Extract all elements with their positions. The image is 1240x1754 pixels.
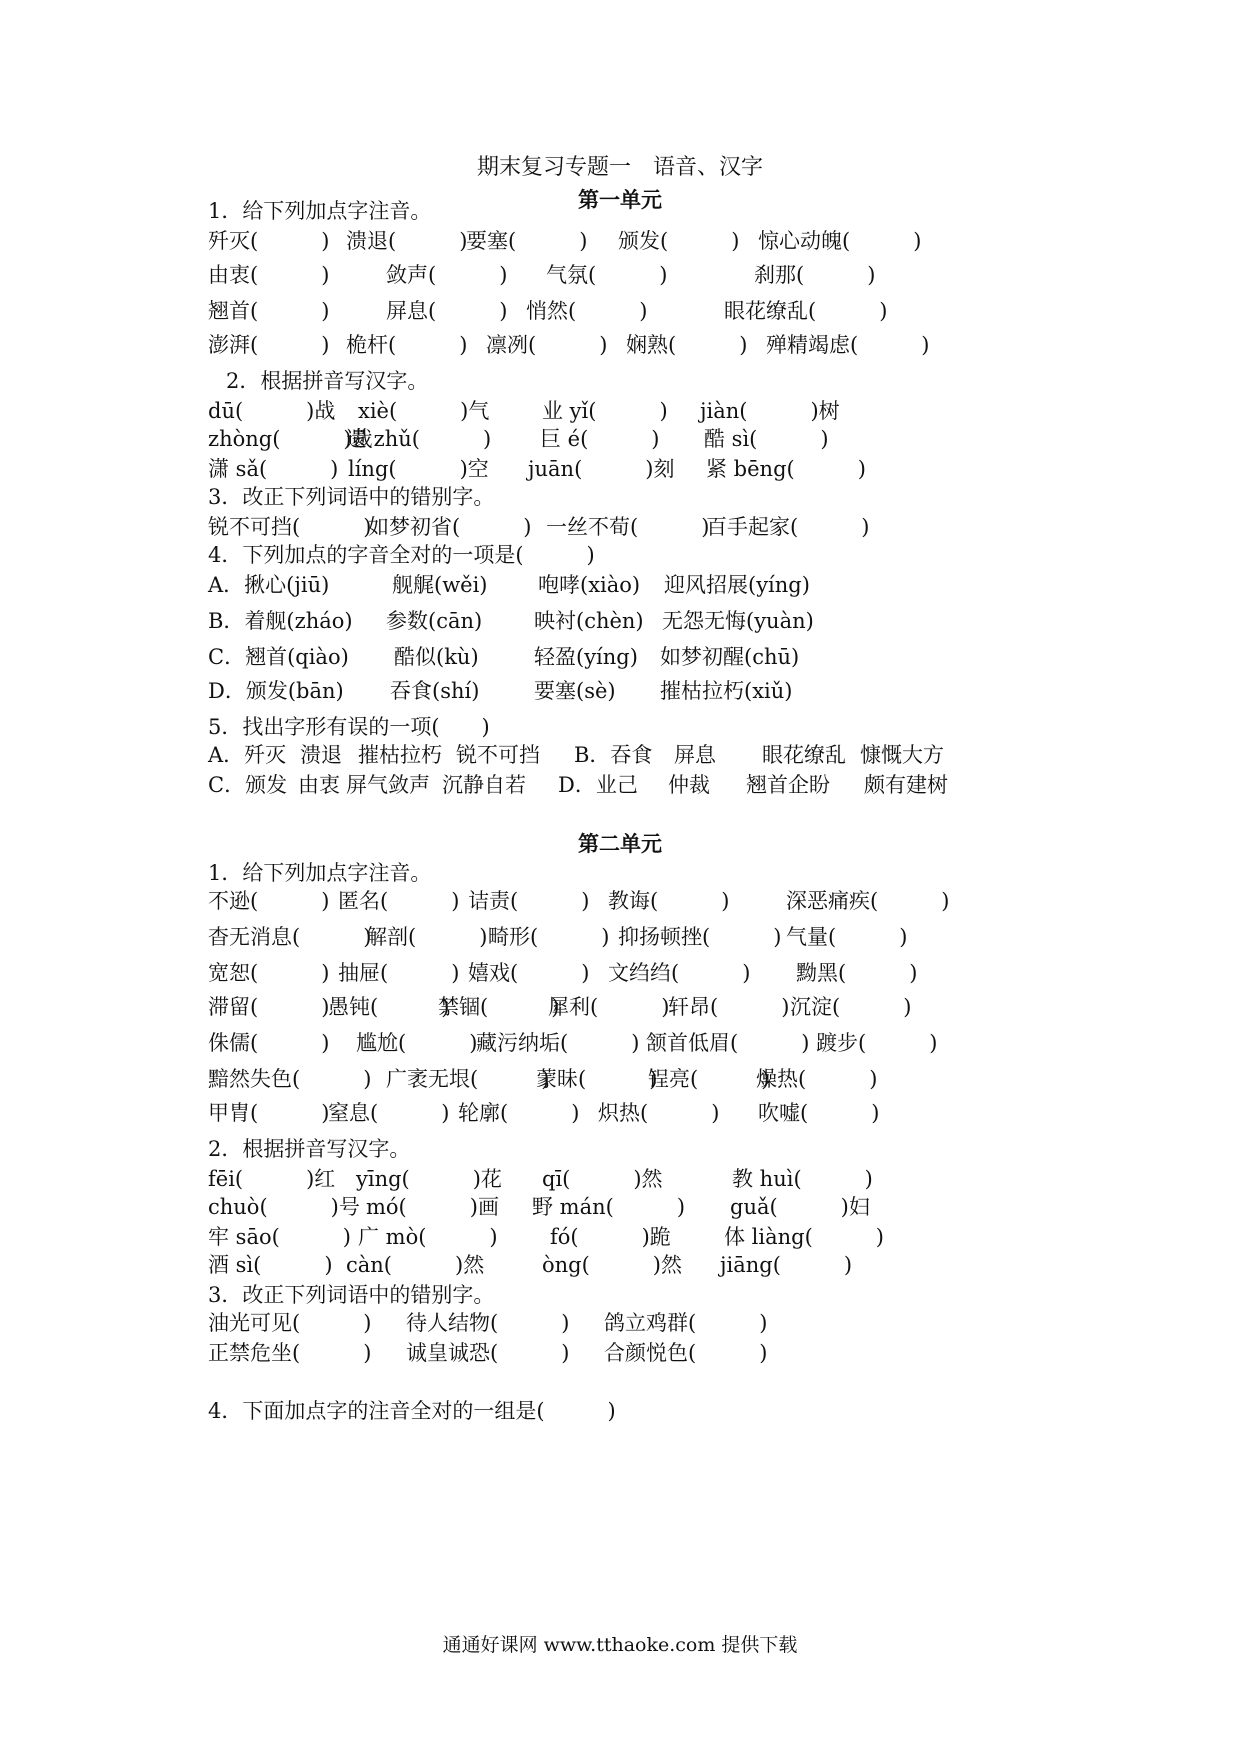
option-item: B．着舰(zháo) [208, 609, 353, 633]
exercise-item: 匿名( ) [338, 889, 460, 913]
exercise-item: 滞留( ) [208, 995, 330, 1019]
option-item: C．翘首(qiào) [208, 645, 349, 669]
exercise-item: 愚钝( ) [328, 995, 450, 1019]
option-item: 由衷 [298, 773, 340, 797]
option-item: 吞食(shí) [390, 679, 480, 703]
exercise-item: 桅杆( ) [346, 333, 468, 357]
option-item: 仲裁 [668, 773, 710, 797]
exercise-item: 百手起家( ) [706, 515, 870, 539]
option-item: 参数(cān) [386, 609, 483, 633]
unit1-q3-stem: 3．改正下列词语中的错别字。 [208, 485, 495, 509]
exercise-item: 解剖( ) [366, 925, 488, 949]
unit1-q4-stem: 4．下列加点的字音全对的一项是( ) [208, 543, 595, 567]
exercise-item: dū( )战 [208, 399, 336, 423]
exercise-item: 轩昂( ) [668, 995, 790, 1019]
exercise-item: zhòng( )裁 [208, 427, 373, 451]
exercise-item: 禁锢( ) [438, 995, 560, 1019]
exercise-item: 巨 é( ) [540, 427, 660, 451]
exercise-item: 潇 sǎ( ) [208, 457, 339, 481]
exercise-item: òng( )然 [542, 1253, 682, 1277]
exercise-item: 颁发( ) [618, 229, 740, 253]
exercise-item: 气量( ) [786, 925, 908, 949]
exercise-item: fēi( )红 [208, 1167, 336, 1191]
exercise-item: 鸽立鸡群( ) [604, 1311, 768, 1335]
exercise-item: 溃退( ) [346, 229, 468, 253]
exercise-item: 窒息( ) [328, 1101, 450, 1125]
exercise-item: 畸形( ) [488, 925, 610, 949]
exercise-item: 酷 sì( ) [704, 427, 829, 451]
unit1-heading: 第一单元 [578, 187, 662, 212]
exercise-item: 油光可见( ) [208, 1311, 372, 1335]
exercise-item: 合颜悦色( ) [604, 1341, 768, 1365]
exercise-item: fó( )跪 [550, 1225, 671, 1249]
exercise-item: 野 mán( ) [532, 1195, 686, 1219]
exercise-item: 澎湃( ) [208, 333, 330, 357]
exercise-item: 宽恕( ) [208, 961, 330, 985]
exercise-item: 紧 bēng( ) [706, 457, 866, 481]
exercise-item: 敛声( ) [386, 263, 508, 287]
exercise-item: 甲胄( ) [208, 1101, 330, 1125]
exercise-item: 尴尬( ) [356, 1031, 478, 1055]
exercise-item: 嬉戏( ) [468, 961, 590, 985]
option-item: 摧枯拉朽 [358, 743, 442, 767]
exercise-item: 由衷( ) [208, 263, 330, 287]
exercise-item: 歼灭( ) [208, 229, 330, 253]
unit2-heading: 第二单元 [578, 831, 662, 856]
unit2-q2-stem: 2．根据拼音写汉字。 [208, 1137, 411, 1161]
option-item: 迎风招展(yíng) [664, 573, 810, 597]
unit2-q1-stem: 1．给下列加点字注音。 [208, 861, 432, 885]
exercise-item: yīng( )花 [356, 1167, 502, 1191]
option-item: 屏息 [674, 743, 716, 767]
unit2-q4-stem: 4．下面加点字的注音全对的一组是( ) [208, 1399, 616, 1423]
option-item: D．业己 [558, 773, 638, 797]
exercise-item: líng( )空 [348, 457, 489, 481]
exercise-item: 沉淀( ) [790, 995, 912, 1019]
exercise-item: 殚精竭虑( ) [766, 333, 930, 357]
exercise-item: 深恶痛疾( ) [786, 889, 950, 913]
exercise-item: 广 mò( ) [358, 1225, 498, 1249]
exercise-item: juān( )刻 [528, 457, 675, 481]
exercise-item: 诚皇诚恐( ) [406, 1341, 570, 1365]
option-item: 屏气敛声 [346, 773, 430, 797]
exercise-item: 业 yǐ( ) [542, 399, 668, 423]
exercise-item: 娴熟( ) [626, 333, 748, 357]
option-item: 锐不可挡 [456, 743, 540, 767]
exercise-item: guǎ( )妇 [730, 1195, 870, 1219]
exercise-item: 一丝不荀( ) [546, 515, 710, 539]
exercise-item: 炽热( ) [598, 1101, 720, 1125]
exercise-item: 刹那( ) [754, 263, 876, 287]
exercise-item: 广袤无垠( ) [386, 1067, 550, 1091]
exercise-item: 要塞( ) [466, 229, 588, 253]
exercise-item: 悄然( ) [526, 299, 648, 323]
option-item: 酷似(kù) [394, 645, 479, 669]
exercise-item: 踱步( ) [816, 1031, 938, 1055]
exercise-item: 藏污纳垢( ) [476, 1031, 640, 1055]
exercise-item: 锃亮( ) [648, 1067, 770, 1091]
exercise-item: 黝黑( ) [796, 961, 918, 985]
exercise-item: 锐不可挡( ) [208, 515, 372, 539]
option-item: B．吞食 [574, 743, 653, 767]
option-item: 慷慨大方 [860, 743, 944, 767]
option-item: 眼花缭乱 [762, 743, 846, 767]
option-item: 溃退 [300, 743, 342, 767]
exercise-item: 正禁危坐( ) [208, 1341, 372, 1365]
exercise-item: 抽屉( ) [338, 961, 460, 985]
option-item: A．揪心(jiū) [208, 573, 330, 597]
exercise-item: 翘首( ) [208, 299, 330, 323]
exercise-item: 体 liàng( ) [724, 1225, 884, 1249]
exercise-item: 抑扬顿挫( ) [618, 925, 782, 949]
exercise-item: xiè( )气 [358, 399, 490, 423]
unit2-q3-stem: 3．改正下列词语中的错别字。 [208, 1283, 495, 1307]
exercise-item: 如梦初省( ) [368, 515, 532, 539]
option-item: 舰艉(wěi) [392, 573, 488, 597]
exercise-item: 待人结物( ) [406, 1311, 570, 1335]
footer-text: 通通好课网 www.tthaoke.com 提供下载 [442, 1634, 798, 1656]
option-item: 摧枯拉朽(xiǔ) [660, 679, 793, 703]
exercise-item: 教 huì( ) [732, 1167, 873, 1191]
exercise-item: 文绉绉( ) [608, 961, 751, 985]
exercise-item: 不逊( ) [208, 889, 330, 913]
exercise-item: 蒙昧( ) [536, 1067, 658, 1091]
exercise-item: chuò( )号 [208, 1195, 360, 1219]
exercise-item: 吹嘘( ) [758, 1101, 880, 1125]
exercise-item: 屏息( ) [386, 299, 508, 323]
option-item: A．歼灭 [208, 743, 287, 767]
exercise-item: 杳无消息( ) [208, 925, 372, 949]
exercise-item: càn( )然 [346, 1253, 485, 1277]
option-item: C．颁发 [208, 773, 288, 797]
exercise-item: qī( )然 [542, 1167, 663, 1191]
exercise-item: 诘责( ) [468, 889, 590, 913]
exercise-item: 牢 sāo( ) [208, 1225, 352, 1249]
option-item: 咆哮(xiào) [538, 573, 641, 597]
exercise-item: mó( )画 [366, 1195, 499, 1219]
exercise-item: 侏儒( ) [208, 1031, 330, 1055]
unit1-q2-stem: 2．根据拼音写汉字。 [226, 369, 429, 393]
option-item: 映衬(chèn) [534, 609, 644, 633]
option-item: 要塞(sè) [534, 679, 616, 703]
exercise-item: 教诲( ) [608, 889, 730, 913]
exercise-item: jiàn( )树 [700, 399, 840, 423]
unit1-q1-stem: 1．给下列加点字注音。 [208, 199, 432, 223]
exercise-item: 眼花缭乱( ) [724, 299, 888, 323]
option-item: 沉静自若 [442, 773, 526, 797]
exercise-item: 颔首低眉( ) [646, 1031, 810, 1055]
exercise-item: 气氛( ) [546, 263, 668, 287]
option-item: 颇有建树 [864, 773, 948, 797]
exercise-item: 酒 sì( ) [208, 1253, 333, 1277]
unit1-q5-stem: 5．找出字形有误的一项( ) [208, 715, 490, 739]
exercise-item: 燥热( ) [756, 1067, 878, 1091]
exercise-item: 遗 zhǔ( ) [346, 427, 492, 451]
exercise-item: 凛冽( ) [486, 333, 608, 357]
exercise-item: 惊心动魄( ) [758, 229, 922, 253]
exercise-item: 轮廓( ) [458, 1101, 580, 1125]
option-item: D．颁发(bān) [208, 679, 344, 703]
exercise-item: 犀利( ) [548, 995, 670, 1019]
option-item: 轻盈(yíng) [534, 645, 638, 669]
exercise-item: 黯然失色( ) [208, 1067, 372, 1091]
page-title: 期末复习专题一 语音、汉字 [476, 155, 763, 180]
option-item: 无怨无悔(yuàn) [662, 609, 814, 633]
option-item: 如梦初醒(chū) [660, 645, 800, 669]
exercise-item: jiāng( ) [720, 1253, 853, 1277]
option-item: 翘首企盼 [746, 773, 830, 797]
